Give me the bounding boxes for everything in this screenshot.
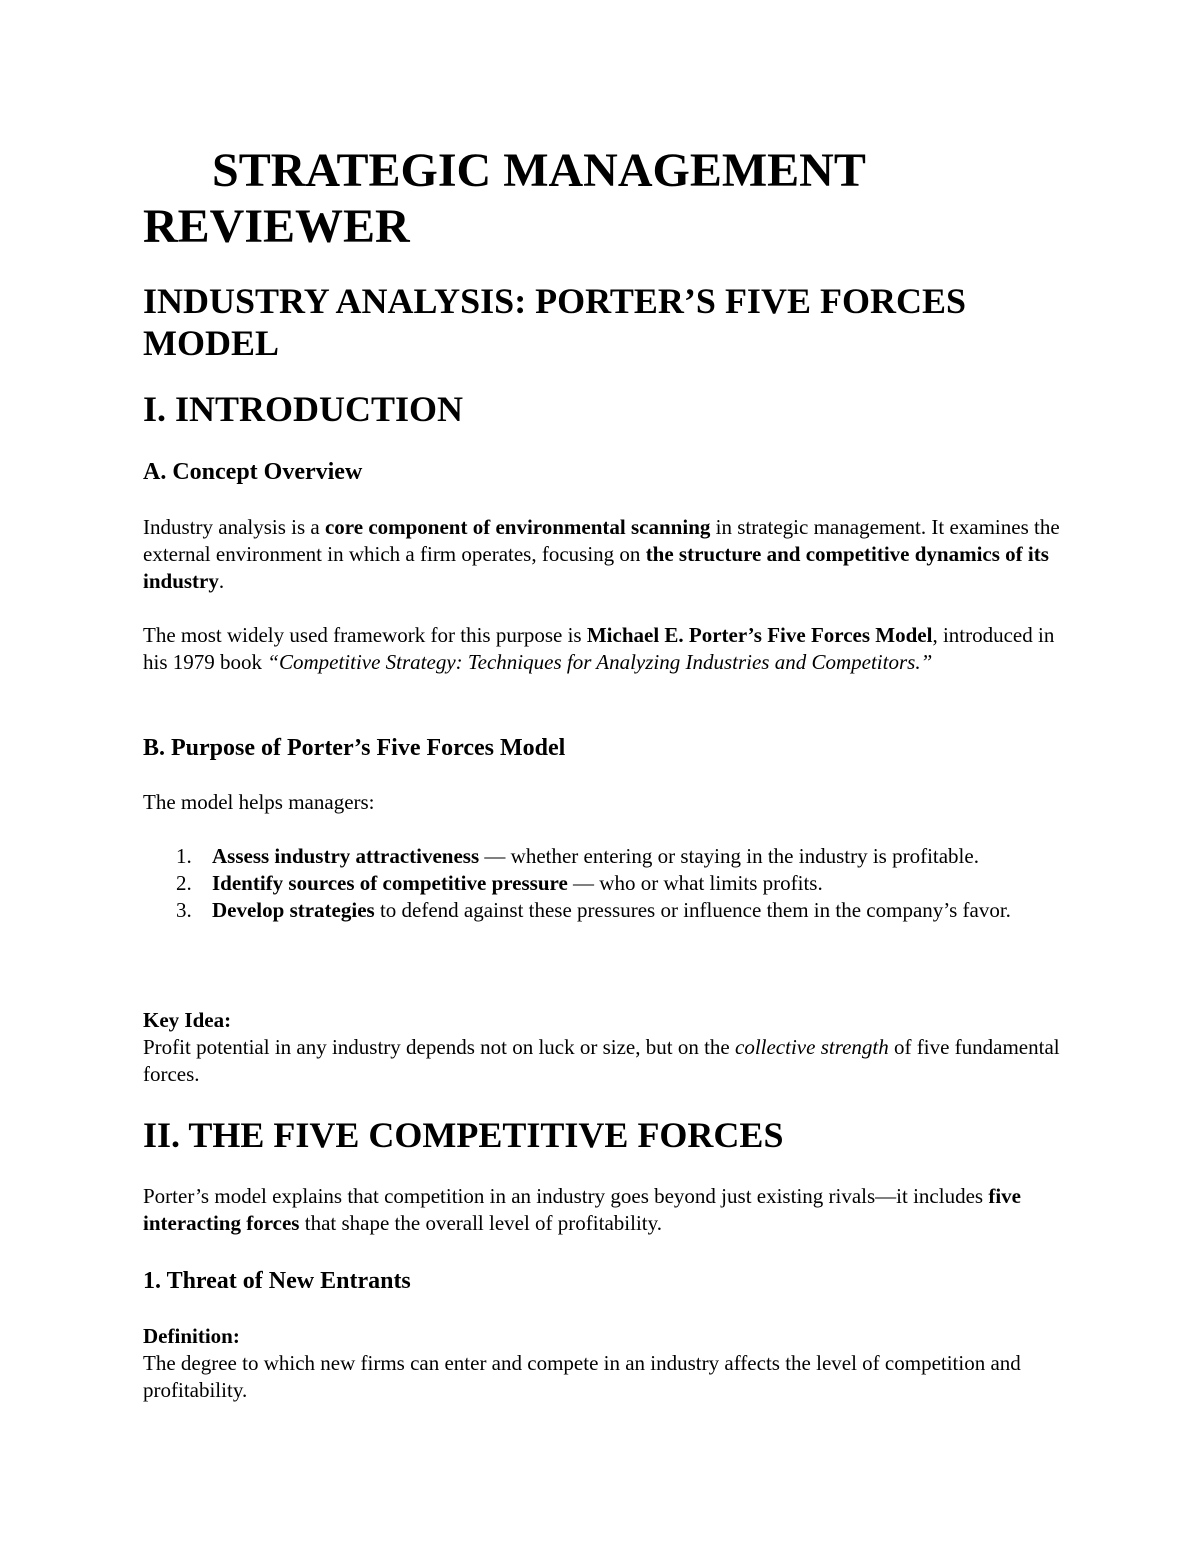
list-number: 1. (176, 844, 192, 868)
concept-overview-heading: A. Concept Overview (143, 459, 363, 485)
list-item (143, 843, 1063, 870)
document-subtitle: INDUSTRY ANALYSIS: PORTER’S FIVE FORCES MODEL (143, 281, 966, 363)
text-run: The most widely used framework for this purpose is (143, 623, 587, 647)
text-run: , introduced in his 1979 book (143, 623, 1055, 674)
text-run: of five fundamental forces. (143, 1035, 1060, 1086)
bold-run: core component of environmental scanning (324, 515, 711, 539)
definition-block (143, 1323, 1063, 1404)
key-idea (143, 1007, 1063, 1088)
text-run: that shape the overall level of profitability. (299, 1211, 663, 1235)
purpose-intro: The model helps managers: (143, 790, 375, 814)
text-run: Profit potential in any industry depends not on luck or size, but on the (143, 1035, 735, 1059)
list-item-bold: Identify sources of competitive pressure (212, 871, 568, 895)
concept-overview-paragraph-2 (143, 622, 1063, 676)
list-number: 2. (176, 871, 192, 895)
italic-run: collective strength (735, 1035, 889, 1059)
list-item-bold: Develop strategies (212, 898, 375, 922)
text-run: Industry analysis is a (143, 515, 325, 539)
text-run: Porter’s model explains that competition in an industry goes beyond just existing rivals—it includes (143, 1184, 989, 1208)
purpose-heading: B. Purpose of Porter’s Five Forces Model (143, 735, 566, 761)
list-number: 3. (176, 898, 192, 922)
list-item (143, 870, 1063, 897)
threat-of-new-entrants-heading: 1. Threat of New Entrants (143, 1268, 411, 1294)
key-idea-label: Key Idea: (143, 1008, 232, 1032)
five-forces-intro (143, 1183, 1063, 1237)
section-introduction-heading: I. INTRODUCTION (143, 389, 464, 429)
book-title: “Competitive Strategy: Techniques for Analyzing Industries and Competitors.” (267, 650, 933, 674)
list-item-text: to defend against these pressures or influence them in the company’s favor. (374, 898, 1011, 922)
list-item-text: — whether entering or staying in the industry is profitable. (479, 844, 979, 868)
bold-run: five interacting forces (143, 1184, 1021, 1235)
bold-run: Michael E. Porter’s Five Forces Model (586, 623, 933, 647)
text-run: in strategic management. It examines the external environment in which a firm operates, focusing on (143, 515, 1060, 566)
text-run: . (218, 569, 225, 593)
list-item (143, 897, 1063, 924)
document-title: STRATEGIC MANAGEMENT REVIEWER (143, 144, 865, 253)
section-five-forces-heading: II. THE FIVE COMPETITIVE FORCES (143, 1115, 784, 1155)
list-item-text: — who or what limits profits. (567, 871, 823, 895)
list-item-bold: Assess industry attractiveness (212, 844, 480, 868)
concept-overview-paragraph-1 (143, 514, 1063, 595)
bold-run: the structure and competitive dynamics of its industry (143, 542, 1049, 593)
purpose-list (143, 843, 1063, 924)
definition-text: The degree to which new firms can enter and compete in an industry affects the level of competition and profitability. (143, 1351, 1021, 1402)
definition-label: Definition: (143, 1324, 240, 1348)
